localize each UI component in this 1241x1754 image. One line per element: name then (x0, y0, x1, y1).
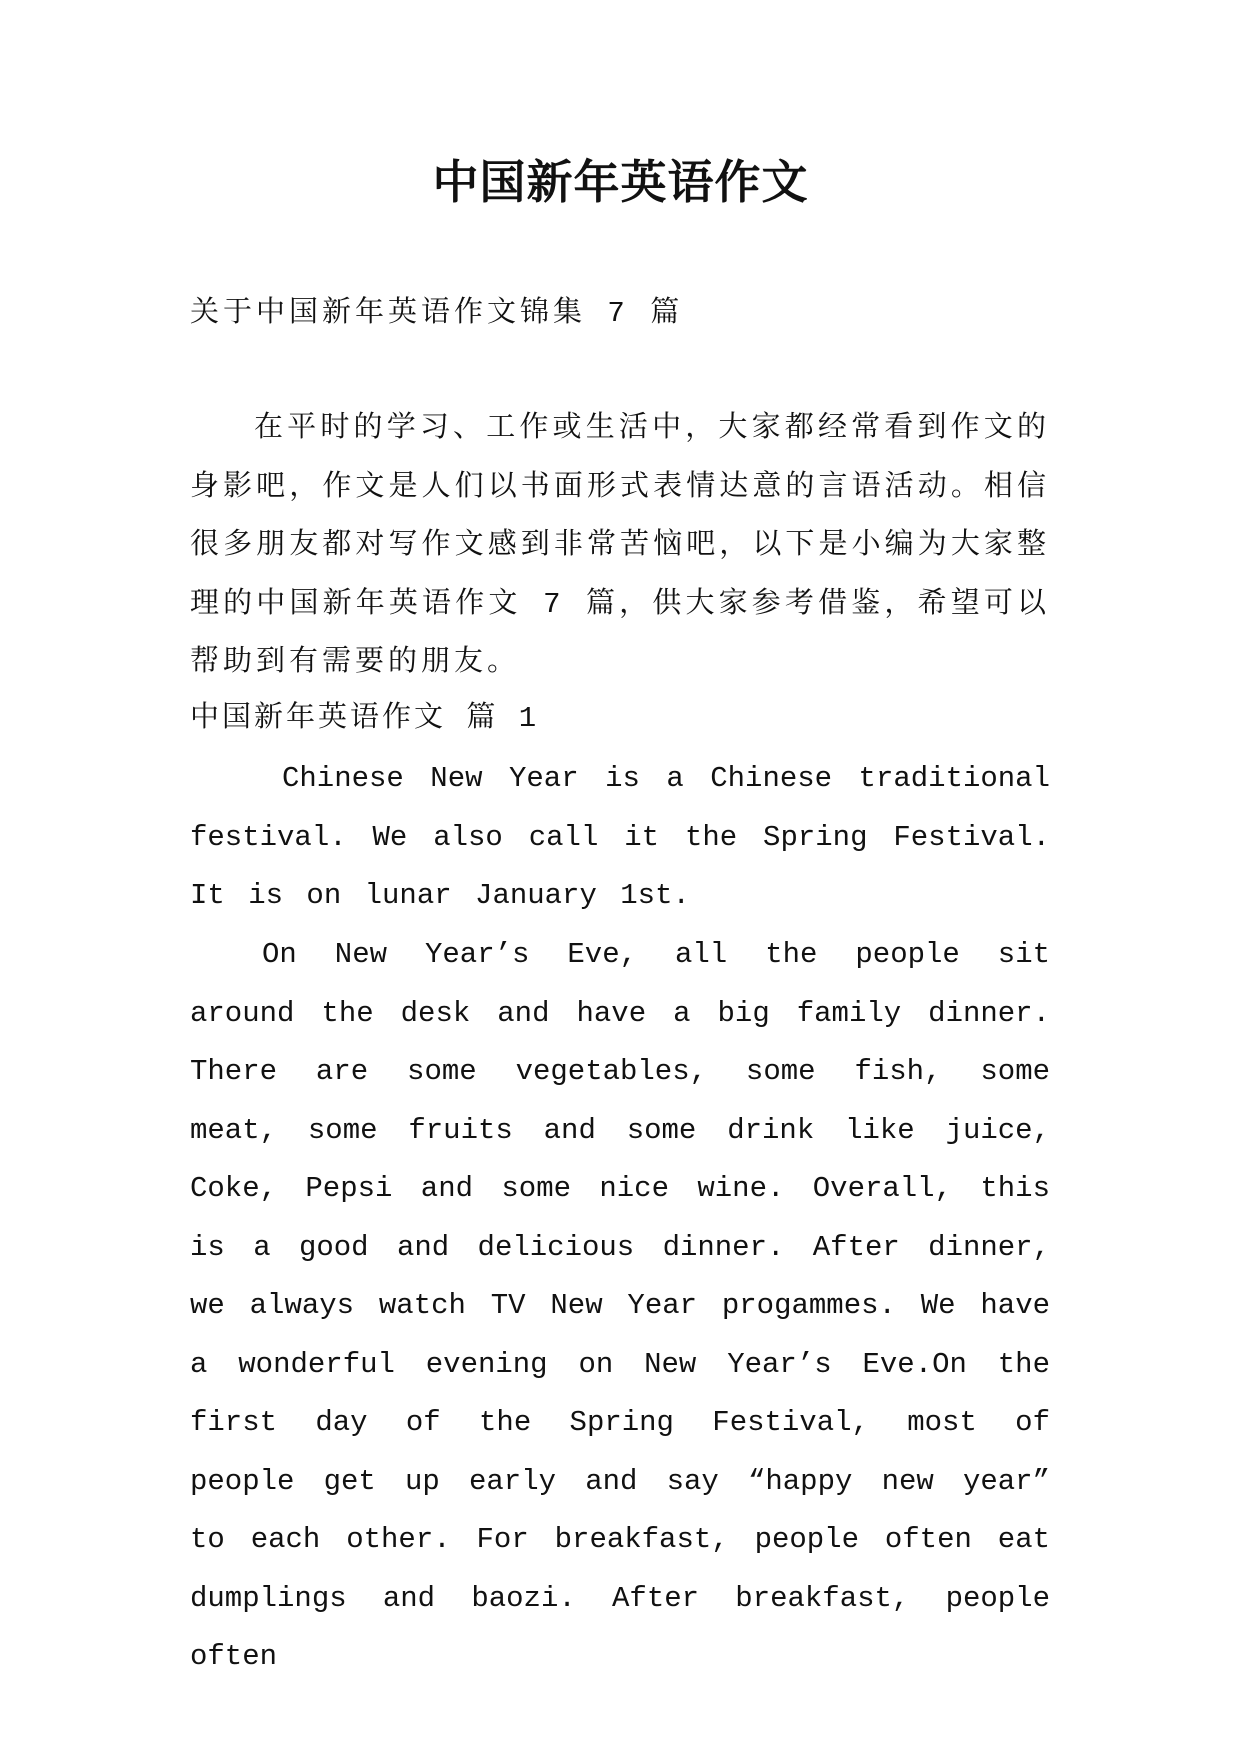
document-subtitle: 关于中国新年英语作文锦集 7 篇 (190, 297, 684, 330)
section-heading: 中国新年英语作文 篇 1 (190, 702, 540, 735)
intro-paragraph: 在平时的学习、工作或生活中，大家都经常看到作文的身影吧，作文是人们以书面形式表情达意的言语活动。相信很多朋友都对写作文感到非常苦恼吧，以下是小编为大家整理的中国新年英语作文 7 篇，供大家参考借鉴，希望可以帮助到有需要的朋友。 (190, 412, 1050, 679)
essay-paragraph-2: On New Year’s Eve, all the people sit around the desk and have a big family dinner. There are some vegetables, some fish, some meat, some fruits and some drink like juice, Coke, Pepsi and some nice wine. Overall, this is a good and delicious dinner. After dinner, we always watch TV New Year progammes. We have a wonderful evening on New Year’s Eve.On the first day of the Spring Festival, most of people get up early and say “happy new year” to each other. For breakfast, people often eat dumplings and baozi. After breakfast, people often (190, 938, 1050, 1673)
document-title: 中国新年英语作文 (432, 155, 809, 209)
essay-paragraph-1: Chinese New Year is a Chinese traditional festival. We also call it the Spring Festival. It is on lunar January 1st. (190, 762, 1050, 912)
